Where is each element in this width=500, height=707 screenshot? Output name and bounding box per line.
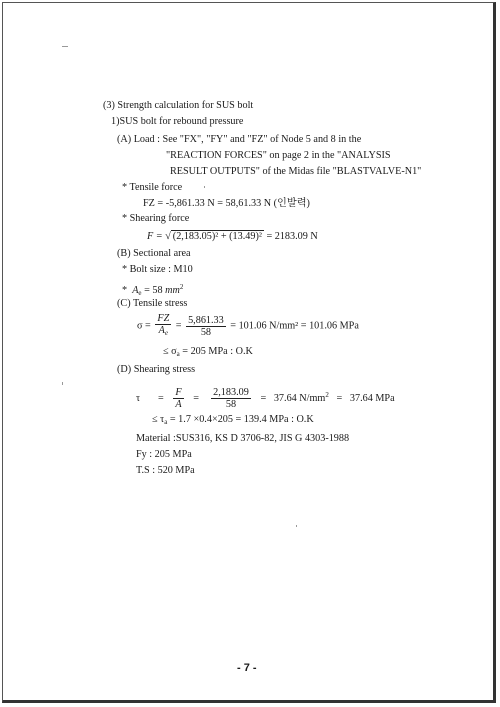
shearing-stress-result-1: 37.64 $N/mm^2$	[273, 391, 329, 404]
tensile-force-label: * Tensile force	[122, 182, 183, 193]
load-line-3: RESULT OUTPUTS" of the Midas file "BLASTVALVE-N1"	[170, 166, 422, 177]
equals-sign: =	[193, 393, 199, 404]
shearing-force-radicand: (2,183.05)² + (13.49)²	[172, 231, 262, 242]
tensile-stress-label: (C) Tensile stress	[117, 298, 188, 309]
shearing-force-label: * Shearing force	[122, 213, 190, 224]
shearing-force-lhs: F =	[147, 231, 163, 242]
material-ts: T.S : 520 MPa	[136, 465, 195, 476]
tensile-stress-check: ≤ $\sigma_a = 205$ MPa : O.K	[163, 346, 253, 358]
shearing-stress-fraction-2	[211, 387, 251, 410]
fraction-denominator: 58	[225, 399, 237, 411]
section-title: (3) Strength calculation for SUS bolt	[103, 100, 254, 111]
tensile-stress-fraction-2	[186, 315, 226, 338]
tensile-force-equation: FZ = -5,861.33 N = 58,61.33 N (인발력)	[143, 198, 310, 209]
area-subscript: e	[138, 289, 142, 297]
shearing-force-equation	[147, 230, 318, 243]
tau-symbol: τ	[136, 393, 141, 404]
area-bullet: *	[122, 285, 128, 296]
material-fy: Fy : 205 MPa	[136, 449, 192, 460]
area-value: = 58	[144, 285, 163, 296]
scan-speck	[296, 525, 297, 527]
subsection-title: 1)SUS bolt for rebound pressure	[111, 116, 244, 127]
area-unit: mm	[165, 285, 180, 296]
fraction-denominator: $A_e$	[158, 325, 168, 337]
bolt-size: * Bolt size : M10	[122, 264, 193, 275]
equals-sign: =	[336, 393, 343, 404]
fraction-numerator: 5,861.33	[188, 314, 224, 326]
sectional-area-label: (B) Sectional area	[117, 248, 191, 259]
shearing-stress-label: (D) Shearing stress	[117, 364, 196, 375]
shearing-stress-fraction-1	[173, 387, 183, 410]
fraction-numerator: 2,183.09	[213, 387, 249, 399]
sqrt-symbol: √	[165, 231, 171, 242]
scan-speck	[62, 382, 63, 385]
load-line-1: (A) Load : See "FX", "FY" and "FZ" of Node 5 and 8 in the	[117, 134, 362, 145]
fraction-numerator: F	[175, 387, 182, 399]
shearing-force-result: = 2183.09 N	[266, 231, 318, 242]
fraction-denominator: 58	[200, 326, 211, 338]
area-symbol: A	[132, 285, 139, 296]
tensile-stress-lhs: σ =	[137, 320, 151, 332]
area-unit-exp: 2	[179, 283, 184, 291]
shearing-stress-equation	[136, 383, 395, 411]
scan-speck	[62, 46, 68, 47]
load-line-2: "REACTION FORCES" on page 2 in the "ANALYSIS	[166, 150, 391, 161]
tensile-stress-fraction-1	[155, 313, 171, 339]
shearing-stress-check: ≤ $\tau_a = 1.7 \times 0.4\times 205 = 139.4$ MPa : O.K	[152, 414, 314, 426]
scan-speck	[204, 186, 205, 188]
fraction-denominator: A	[175, 399, 182, 411]
area-equation	[122, 281, 183, 299]
shearing-stress-result-2: 37.64 MPa	[349, 393, 395, 404]
tensile-stress-equation	[137, 313, 359, 339]
equals-sign: =	[175, 320, 182, 332]
fraction-numerator: FZ	[157, 313, 170, 324]
equals-sign: =	[260, 393, 267, 404]
page-number: - 7 -	[237, 662, 257, 674]
material-spec: Material :SUS316, KS D 3706-82, JIS G 4303-1988	[136, 433, 350, 444]
equals-sign: =	[157, 393, 164, 404]
tensile-stress-result: = 101.06 N/mm² = 101.06 MPa	[230, 320, 359, 332]
